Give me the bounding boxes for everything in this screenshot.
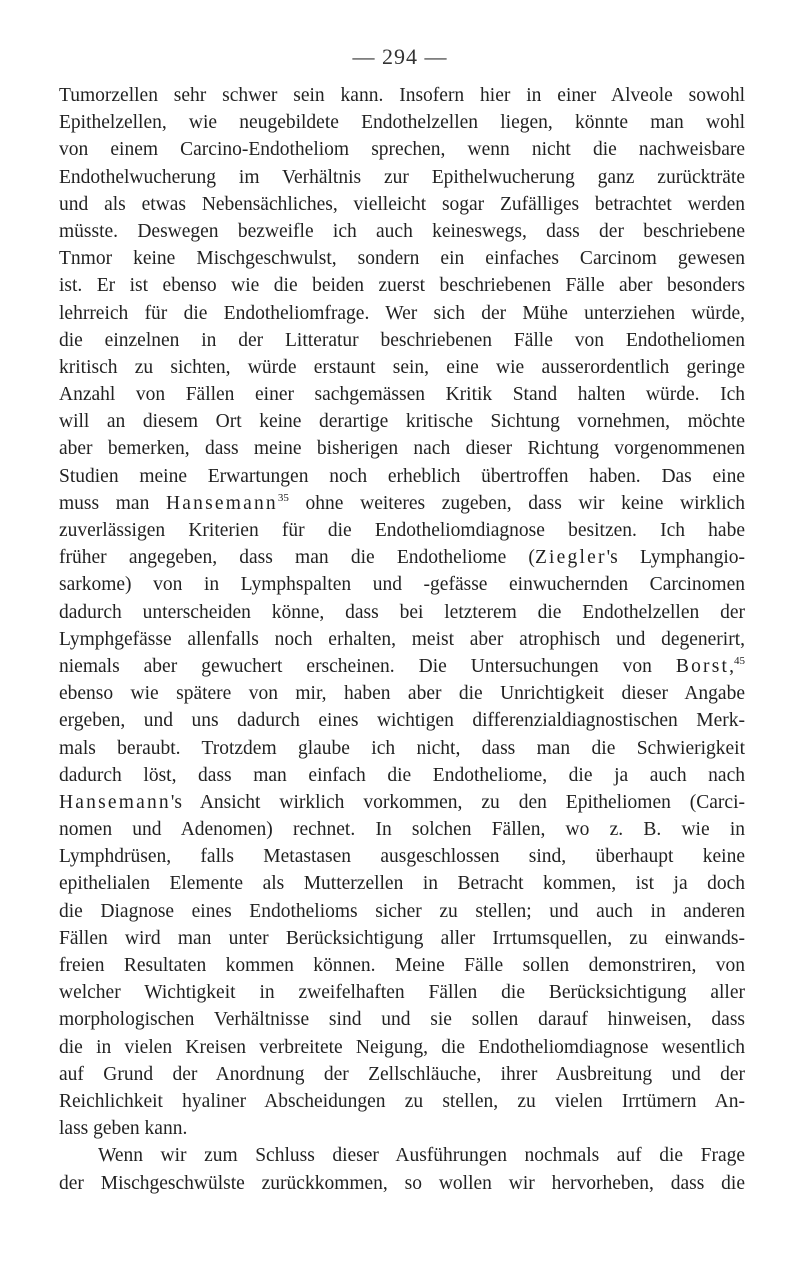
text-line: Lymphdrüsen, falls Metastasen ausgeschlossen sind, überhaupt keine	[59, 846, 745, 868]
text-line: freien Resultaten kommen können. Meine Fälle sollen demonstriren, von	[59, 955, 745, 976]
text-line: ebenso wie spätere von mir, haben aber die Unrichtigkeit dieser Angabe	[59, 683, 745, 705]
text-line: mals beraubt. Trotzdem glaube ich nicht, dass man die Schwierigkeit	[59, 737, 745, 759]
text-line: müsste. Deswegen bezweifle ich auch keineswegs, dass der beschriebene	[59, 220, 745, 242]
text-line: auf Grund der Anordnung der Zellschläuche, ihrer Ausbreitung und der	[59, 1063, 745, 1085]
author-name: Ziegler	[534, 547, 607, 569]
text-line: aber bemerken, dass meine bisherigen nach dieser Richtung vorgenommenen	[59, 438, 745, 460]
text-line: dadurch löst, dass man einfach die Endotheliome, die ja auch nach	[59, 764, 745, 786]
text-line	[59, 789, 745, 816]
text-line: von einem Carcino-Endotheliom sprechen, wenn nicht die nachweisbare	[59, 139, 745, 161]
text-span: 's Ansicht wirklich vorkommen, zu den Epitheliomen (Carci-	[170, 791, 745, 813]
text-line: Tnmor keine Mischgeschwulst, sondern ein einfaches Carcinom gewesen	[59, 248, 745, 270]
text-line: der Mischgeschwülste zurückkommen, so wollen wir hervorheben, dass die	[59, 1172, 745, 1194]
text-line: Studien meine Erwartungen noch erheblich übertroffen haben. Das eine	[59, 465, 745, 487]
text-line: Endothelwucherung im Verhältnis zur Epithelwucherung ganz zurückträte	[59, 166, 745, 188]
text-line: Reichlichkeit hyaliner Abscheidungen zu stellen, zu vielen Irrtümern An-	[59, 1090, 745, 1112]
text-span: früher angegeben, dass man die Endotheliome (	[59, 547, 535, 569]
author-name: Hansemann	[59, 791, 171, 813]
text-line: und als etwas Nebensächliches, vielleicht sogar Zufälliges betrachtet werden	[59, 193, 745, 215]
text-line: lass geben kann.	[59, 1118, 188, 1140]
body-text	[59, 82, 745, 1197]
text-line: welcher Wichtigkeit in zweifelhaften Fällen die Berücksichtigung aller	[59, 982, 745, 1004]
author-name: Borst	[675, 655, 730, 677]
text-line	[59, 544, 745, 571]
text-line: will an diesem Ort keine derartige kritische Sichtung vornehmen, möchte	[59, 411, 745, 433]
text-line: epithelialen Elemente als Mutterzellen in Betracht kommen, ist ja doch	[59, 873, 745, 895]
text-line: lehrreich für die Endotheliomfrage. Wer sich der Mühe unterziehen würde,	[59, 302, 745, 324]
text-line: Fällen wird man unter Berücksichtigung aller Irrtumsquellen, zu einwands-	[59, 927, 745, 949]
citation-ref: 45	[734, 654, 745, 667]
text-line: die in vielen Kreisen verbreitete Neigung, die Endotheliomdiagnose wesentlich	[59, 1036, 745, 1058]
text-span: muss man	[59, 492, 150, 514]
text-line: die einzelnen in der Litteratur beschriebenen Fälle von Endotheliomen	[59, 329, 745, 351]
citation-ref: 35	[277, 491, 289, 504]
text-line: Epithelzellen, wie neugebildete Endothelzellen liegen, könnte man wohl	[59, 112, 745, 134]
text-line: Anzahl von Fällen einer sachgemässen Kritik Stand halten würde. Ich	[59, 384, 745, 406]
text-line	[59, 490, 745, 517]
text-line: Wenn wir zum Schluss dieser Ausführungen nochmals auf die Frage	[98, 1145, 745, 1167]
page-number-header: — 294 —	[352, 44, 448, 69]
text-line: nomen und Adenomen) rechnet. In solchen Fällen, wo z. B. wie in	[59, 819, 745, 841]
text-line: sarkome) von in Lymphspalten und -gefässe einwuchernden Carcinomen	[59, 574, 745, 596]
text-span: ohne weiteres zugeben, dass wir keine wirklich	[305, 492, 746, 514]
text-line: Tumorzellen sehr schwer sein kann. Insofern hier in einer Alveole sowohl	[59, 85, 745, 106]
text-line: die Diagnose eines Endothelioms sicher zu stellen; und auch in anderen	[59, 900, 745, 922]
text-line: kritisch zu sichten, würde erstaunt sein, eine wie ausserordentlich geringe	[59, 356, 745, 378]
text-line: zuverlässigen Kriterien für die Endotheliomdiagnose besitzen. Ich habe	[59, 520, 745, 541]
text-line: Lymphgefässe allenfalls noch erhalten, meist aber atrophisch und degenerirt,	[59, 628, 745, 650]
author-name: Hansemann	[166, 492, 278, 514]
text-line	[59, 653, 745, 680]
text-span: ,	[729, 655, 734, 677]
text-span: 's Lymphangio-	[606, 547, 746, 569]
text-line: morphologischen Verhältnisse sind und sie sollen darauf hinweisen, dass	[59, 1009, 745, 1031]
text-line: ergeben, und uns dadurch eines wichtigen differenzialdiagnostischen Merk-	[59, 710, 745, 732]
text-line: ist. Er ist ebenso wie die beiden zuerst beschriebenen Fälle aber besonders	[59, 275, 745, 297]
text-span: niemals aber gewuchert erscheinen. Die Untersuchungen von	[59, 655, 652, 677]
text-line: dadurch unterscheiden könne, dass bei letzterem die Endothelzellen der	[59, 601, 745, 623]
